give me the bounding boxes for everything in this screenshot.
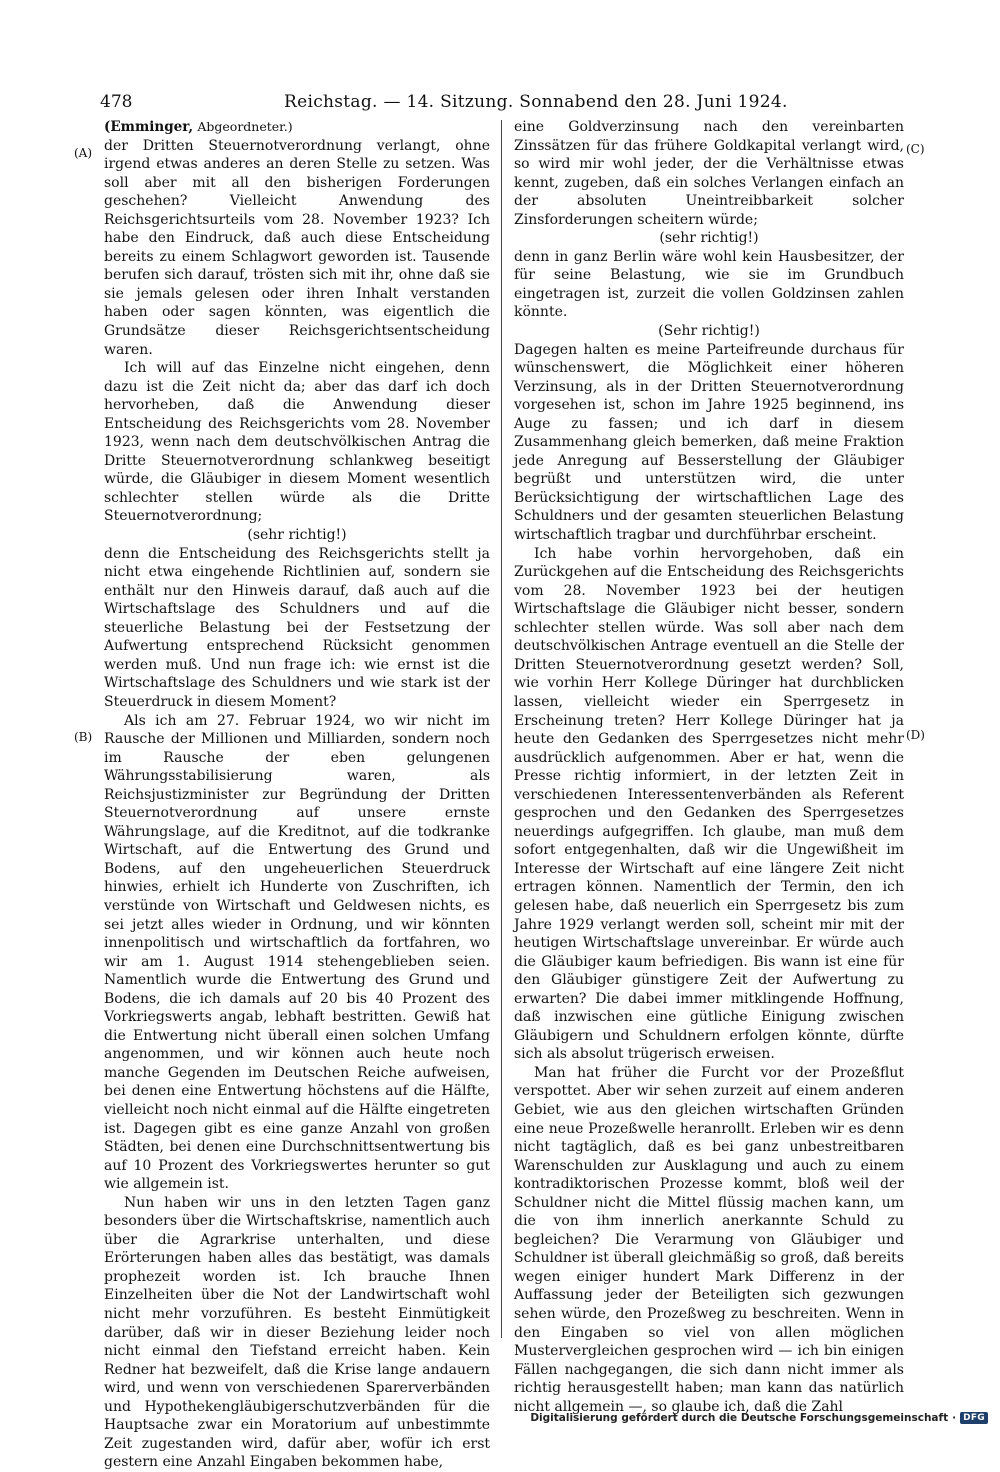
paragraph: denn in ganz Berlin wäre wohl kein Hausbesitzer, der für seine Belastung, wie sie im Grundbuch eingetragen ist, zurzeit die vollen Goldzinsen zahlen könnte. — [514, 248, 904, 321]
paragraph: Nun haben wir uns in den letzten Tagen ganz besonders über die Wirtschaftskrise, namentlich auch über die Agrarkrise unterhalten, und diese Erörterungen haben alles das bestätigt, was damals prophezeit worden ist. Ich brauche Ihnen Einzelheiten über die Not der Landwirtschaft wohl nicht mehr vorzuführen. Es besteht Einmütigkeit darüber, daß wir in dieser Beziehung leider noch nicht einmal den Tiefstand erreicht haben. Kein Redner hat bezweifelt, daß die Krise lange andauern wird, und wenn von verschiedenen Sparerverbänden und Hypothekengläubigerschutzverbänden für die Hauptsache zwar ein Moratorium auf unbestimmte Zeit zugestanden wird, dafür aber, wofür ich erst gestern eine Anzahl Eingaben bekommen habe, — [104, 1194, 490, 1471]
margin-marker-b: (B) — [74, 730, 93, 744]
left-column — [104, 118, 490, 1472]
paragraph: Man hat früher die Furcht vor der Prozeßflut verspottet. Aber wir sehen zurzeit auf einem anderen Gebiet, wie aus den gleichen wirtschaften Gründen eine neue Prozeßwelle heranrollt. Erleben wir es denn nicht tagtäglich, daß es bei ganz unbestreitbaren Warenschulden zur Ausklagung und auch zu einem kontradiktorischen Prozesse kommt, bloß weil der Schuldner nicht die Mittel flüssig machen kann, um die von ihm innerlich anerkannte Schuld zu begleichen? Die Verarmung von Gläubiger und Schuldner ist überall gleichmäßig so groß, daß bereits wegen einiger hundert Mark Differenz in der Auffassung jeder der Beteiligten sich gezwungen sehen würde, den Prozeßweg zu beschreiten. Wenn in den Eingaben so viel von allen möglichen Mustervergleichen gesprochen wird — ich bin einigen Fällen nachgegangen, die sich dann nicht immer als richtig herausgestellt haben; man kann das natürlich nicht allgemein —, so glaube ich, daß die Zahl — [514, 1064, 904, 1415]
interjection: (sehr richtig!) — [659, 230, 759, 247]
page-number: 478 — [100, 92, 133, 112]
speaker-line — [104, 118, 490, 137]
speaker-role: Abgeordneter.) — [197, 119, 293, 134]
column-divider — [501, 120, 502, 1338]
right-column — [514, 118, 904, 1416]
paragraph: denn die Entscheidung des Reichsgerichts stellt ja nicht etwa eingehende Richtlinien auf, sondern sie enthält nur den Hinweis darauf, daß auch auf die Wirtschaftslage des Schuldners und auf die steuerliche Belastung bei der Festsetzung der Aufwertung entsprechend Rücksicht genommen werden muß. Und nun frage ich: wie ernst ist die Wirtschaftslage des Schuldners und wie stark ist der Steuerdruck in diesem Moment? — [104, 545, 490, 710]
credit-text: Digitalisierung gefördert durch die Deutsche Forschungsgemeinschaft — [530, 1412, 949, 1424]
paragraph: Dagegen halten es meine Parteifreunde durchaus für wünschenswert, die Möglichkeit einer höheren Verzinsung, als in der Dritten Steuernotverordnung vorgesehen ist, schon im Jahre 1925 beginnend, ins Auge zu fassen; und ich darf in diesem Zusammenhang gleich bemerken, daß meine Fraktion jede Anregung auf Besserstellung der Gläubiger begrüßt und unterstützen wird, die unter Berücksichtigung der wirtschaftlichen Lage des Schuldners und der gesamten steuerlichen Belastung wirtschaftlich tragbar und durchführbar erscheint. — [514, 341, 904, 544]
digitization-credit: Digitalisierung gefördert durch die Deutsche Forschungsgemeinschaft · DFG — [530, 1412, 988, 1424]
margin-marker-a: (A) — [74, 146, 93, 160]
running-title: Reichstag. — 14. Sitzung. Sonnabend den 28. Juni 1924. — [284, 92, 788, 112]
margin-marker-c: (C) — [906, 142, 925, 156]
interjection: (sehr richtig!) — [247, 527, 347, 544]
interjection: (Sehr richtig!) — [658, 323, 760, 340]
paragraph: Ich will auf das Einzelne nicht eingehen, denn dazu ist die Zeit nicht da; aber das darf ich doch hervorheben, daß die Anwendung dieser Entscheidung des Reichsgerichts vom 28. November 1923, wenn nach dem deutschvölkischen Antrag die Dritte Steuernotverordnung schlankweg beseitigt würde, die Gläubiger in diesem Moment wesentlich schlechter stellen würde als die Dritte Steuernotverordnung; — [104, 360, 490, 525]
page-header — [100, 92, 912, 116]
paragraph: der Dritten Steuernotverordnung verlangt, ohne irgend etwas anderes an deren Stelle zu setzen. Was soll aber mit all den bisherigen Forderungen geschehen? Vielleicht Anwendung des Reichsgerichtsurteils vom 28. November 1923? Ich habe den Eindruck, daß auch diese Entscheidung bereits zu einem Schlagwort geworden ist. Tausende berufen sich darauf, trösten sich mit ihr, ohne daß sie sie jemals gelesen oder ihren Inhalt verstanden haben oder sagen könnten, was eigentlich die Grundsätze dieser Reichsgerichtsentscheidung waren. — [104, 137, 490, 358]
speaker-name: (Emminger, — [104, 119, 194, 135]
paragraph: Ich habe vorhin hervorgehoben, daß ein Zurückgehen auf die Entscheidung des Reichsgerichts vom 28. November 1923 bei der heutigen Wirtschaftslage die Gläubiger nicht besser, sondern schlechter stellen würde. Was soll aber nach dem deutschvölkischen Antrage eventuell an die Stelle der Dritten Steuernotverordnung gesetzt werden? Soll, wie vorhin Herr Kollege Düringer hat durchblicken lassen, vielleicht wieder ein Sperrgesetz in Erscheinung treten? Herr Kollege Düringer hat ja heute den Gedanken des Sperrgesetzes nicht mehr ausdrücklich aufgenommen. Aber er hat, wenn die Presse richtig informiert, in der letzten Zeit in verschiedenen Interessentenverbänden als Referent gesprochen und den Gedanken des Sperrgesetzes neuerdings aufgegriffen. Ich glaube, man muß dem sofort entgegenhalten, daß wir die Ungewißheit im Interesse der Wirtschaft auf eine längere Zeit nicht ertragen können. Namentlich der Termin, den ich gelesen habe, daß neuerlich ein Sperrgesetz bis zum Jahre 1929 verlangt werden soll, scheint mir mit der heutigen Wirtschaftslage unvereinbar. Er würde auch die Gläubiger kaum befriedigen. Bis wann ist eine für den Gläubiger günstigere Zeit der Aufwertung zu erwarten? Die dabei immer mitklingende Hoffnung, daß inzwischen eine gütliche Einigung zwischen Gläubigern und Schuldnern erfolgen könnte, dürfte sich als absolut trügerisch erweisen. — [514, 545, 904, 1063]
paragraph: eine Goldverzinsung nach den vereinbarten Zinssätzen für das frühere Goldkapital verlangt wird, so wird mir wohl jeder, der die Verhältnisse etwas kennt, zugeben, daß ein solches Verlangen einfach an der absoluten Uneintreibbarkeit solcher Zinsforderungen scheitern würde; — [514, 119, 904, 228]
margin-marker-d: (D) — [906, 728, 925, 742]
dfg-logo: DFG — [960, 1412, 988, 1424]
paragraph: Als ich am 27. Februar 1924, wo wir nicht im Rausche der Millionen und Milliarden, sondern noch im Rausche der eben gelungenen Währungsstabilisierung waren, als Reichsjustizminister zur Begründung der Dritten Steuernotverordnung auf unsere ernste Währungslage, auf die Kreditnot, auf die todkranke Wirtschaft, auf die Entwertung des Grund und Bodens, auf den ungeheuerlichen Steuerdruck hinwies, erhielt ich Hunderte von Zuschriften, ich verstünde von Wirtschaft und Geldwesen nichts, es sei jetzt alles wieder in Ordnung, und wir könnten innenpolitisch und wirtschaftlich da fortfahren, wo wir am 1. August 1914 stehengeblieben seien. Namentlich wurde die Entwertung des Grund und Bodens, die ich damals auf 20 bis 40 Prozent des Vorkriegswerts angab, lebhaft bestritten. Gewiß hat die Entwertung nicht überall einen solchen Umfang angenommen, und wir können auch heute noch manche Gegenden im Deutschen Reiche aufweisen, bei denen eine Entwertung höchstens auf die Hälfte, vielleicht noch nicht einmal auf die Hälfte eingetreten ist. Dagegen gibt es eine ganze Anzahl von großen Städten, bei denen eine Durchschnittsentwertung bis auf 10 Prozent des Vorkriegswertes herunter so gut wie allgemein ist. — [104, 712, 490, 1193]
